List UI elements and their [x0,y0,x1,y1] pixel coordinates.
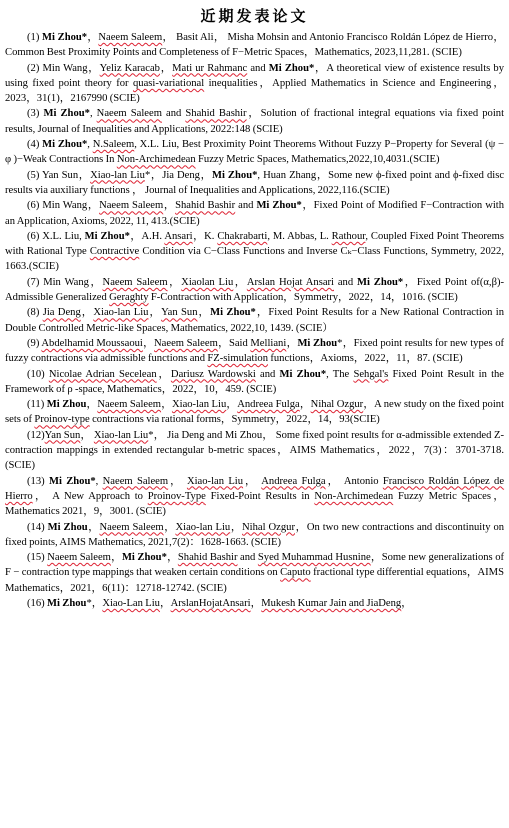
entry-text: Xiao-lan Liu [175,521,231,533]
entry-text: Contractive [89,246,140,258]
entry-text: Yeliz Karacab [99,62,160,74]
entry-text: and [247,62,269,74]
entry-text: Mati ur Rahmanc [172,62,248,74]
entry-text: Dariusz Wardowski [170,368,256,380]
entry-text: Nihal Ozgur [242,521,295,533]
entry-text: *，Fixed point results for new types of fuzzy contractions via admissible functions and [5,337,505,365]
entry-text: Melliani [250,337,287,349]
entry-text: Nihal Ozgur [310,399,364,411]
entry-text: N.Saleem [92,139,135,151]
entry-text: Xiao-lan Liu [93,307,149,319]
entry-text: (2) Min Wang， [27,62,100,74]
entry-text: F-Contraction with Application，Symmetry，2022，14，1016. (SCIE) [148,292,458,304]
entry-text: Andreea Fulga [237,399,300,411]
author-highlight: Mi Zhou [47,597,87,609]
entry-text: (13) [27,475,49,487]
entry-text: Naeem Saleem [154,337,218,349]
entry-text: Andreea Fulga [261,475,326,487]
entry-text: Jia Deng [42,307,81,319]
author-highlight: Mi Zhou [297,337,338,349]
entry-text: Naeem Saleem [47,552,111,564]
author-highlight: Mi Zhou* [211,169,258,181]
entry-text: Yan Sun [44,429,81,441]
entry-text: ArslanHojatAnsari [170,597,251,609]
entry-text: FZ-simulation [207,353,268,365]
page-title: 近期发表论文 [200,7,309,25]
entry-text: Nicolae Adrian Secelean [48,368,157,380]
entry-text: ，Fixed Point of Modified F−Contraction with an Application, Axioms, 2022, 11, 413.(SCIE) [5,200,505,227]
entry-text: (6) Min Wang， [27,200,100,212]
publication-entry [5,474,504,520]
entry-text: ，On two new contractions and discontinuity on fixed points, AIMS Mathematics, 2021,7(2)：1628-1663. (SCIE) [5,521,505,548]
entry-text: (5) Yan Sun， [27,169,91,181]
entry-text: (9) [27,337,42,349]
entry-text: ， [161,399,172,411]
entry-text: ， [286,337,298,349]
entry-text: Naeem Saleem [98,32,163,43]
entry-text: (11) [27,399,47,411]
entry-text: ， [110,552,122,564]
entry-text: Arslan Hojat Ansari [246,276,334,288]
entry-text: (4) [27,139,43,151]
entry-text: ， [166,552,178,564]
publication-entry [5,106,504,137]
entry-text: Naeem Saleem [102,276,168,288]
entry-text: Naeem Saleem [99,521,164,533]
author-highlight: Mi Zhou [47,521,88,533]
entry-text: and [237,552,258,564]
publication-entry [5,397,504,428]
entry-text: ， [226,399,238,411]
entry-text: ， [163,200,176,212]
entry-text: , Coupled Fixed Point Theorems with Rational Type [5,230,504,258]
entry-text: (8) [27,307,43,319]
entry-text: Xiao-lan Liu [171,399,227,411]
entry-text: ， [168,475,187,487]
publication-entry [5,305,504,336]
publication-entry [5,336,504,367]
entry-text: , Huan Zhang，Some new ϕ-fixed point and ϕ-fixed disc results via auxiliary functions ， Journal of Inequalities and Applications, 2022,116.(SCIE) [5,169,505,196]
entry-text: , [95,475,103,487]
publication-entry [5,61,504,107]
publication-entry [5,168,504,199]
entry-text: ， [159,62,173,74]
author-highlight: Mi Zhou* [42,32,88,43]
publication-entry [5,367,504,398]
author-highlight: Mi Zhou* [84,230,130,242]
entry-text: Xiao-lan Liu [93,429,149,441]
entry-text: ， [250,597,262,609]
publication-entry [5,137,504,168]
entry-text: ， [401,597,412,609]
entry-text: fractional type differential equations，AIMS Mathematics，2021，6(11)：12718-12742. (SCIE) [5,567,504,594]
entry-text: Fixed Point Result in the Framework of ρ -space, Mathematics，2022，10，459. (SCIE) [5,368,505,395]
entry-text: ， A New Approach to [32,490,148,502]
entry-text: ，A theoretical view of existence results by using fixed point theory for [5,62,505,89]
entry-text: ，Fixed Point of(α,β)-Admissible Generalized [5,276,505,304]
entry-text: Shahid Bashir [177,552,238,564]
author-highlight: Mi Zhou [46,399,87,411]
entry-text: and [161,108,186,120]
entry-text: , [89,108,97,120]
entry-text: ， [80,307,94,319]
publication-entry [5,550,504,596]
author-highlight: Mi Zhou* [121,552,167,564]
entry-text: Sehgal's [353,368,389,380]
entry-text: (3) [27,108,44,120]
author-highlight: Mi Zhou* [268,62,315,74]
entry-text: Naeem Saleem [97,399,162,411]
entry-text: ， [230,521,243,533]
entry-text: ， Basit Ali， Misha Mohsin and Antonio Francisco Roldán López de Hierro，Common Best Proximity Points and Completeness of F−Metric Spaces，Mathematics, 2023,11,281. (SCIE) [5,32,504,59]
entry-text: , [87,139,93,151]
entry-text: Xiaolan Liu [181,276,234,288]
entry-text: Naeem Saleem [102,475,169,487]
entry-text: *， Jia Deng and Mi Zhou， Some fixed point results for α-admissible extended Z-contraction mappings in extended rectangular b-metric spaces，AIMS Mathematics，2022，7(3)：3701-3718. (SCIE) [5,429,504,472]
publication-entry [5,520,504,551]
entry-text: ， [299,399,311,411]
publication-entry [5,275,504,306]
entry-text: ， [142,337,155,349]
entry-text: ， [197,307,211,319]
entry-text: (15) [27,552,48,564]
entry-text: , M. Abbas, L. [267,230,332,242]
entry-text: inequalities，Applied Mathematics in Science and Engineering，2023，31(1)，2167990 (SCIE) [5,77,504,105]
entry-text: (1) [27,32,43,43]
entry-text: Fuzzy Metric Spaces，Mathematics 2021，9，3001. (SCIE) [5,490,504,518]
entry-text: Condition via C−Class Functions and Inverse Cₖ−Class Functions, Symmetry, 2022, 1663.(SCIE) [5,246,504,273]
entry-text: ，Some new generalizations of F − contraction type mappings that weaken certain conditions on [5,552,505,579]
entry-text: ， Antonio [325,475,383,487]
entry-text: Caputo [280,567,311,579]
author-highlight: Mi Zhou* [256,200,302,212]
author-highlight: Mi Zhou* [357,276,404,288]
entry-text: functions，Axioms，2022，11，87. (SCIE) [268,353,463,365]
entry-text: Naeem Saleem [99,200,164,212]
entry-text: *， [86,597,103,609]
entry-text: Shahid Bashir [185,108,247,120]
entry-text: Proinov-type [34,414,90,426]
entry-text: Naeem Saleem [96,108,162,120]
entry-text: contractions via rational forms，Symmetry，2022，14，93(SCIE) [89,414,380,426]
entry-text: Abdelhamid Moussaoui [41,337,143,349]
entry-text: Fuzzy Metric Spaces, Mathematics,2022,10,4031.(SCIE) [195,154,440,166]
entry-text: Non-Archimedean [116,154,196,166]
entry-text: ， [159,597,171,609]
entry-text: Mukesh Kumar Jain and JiaDeng [261,597,402,609]
author-highlight: Mi Zhou* [48,475,96,487]
entry-text: ，K. [192,230,218,242]
entry-text: , The [326,368,354,380]
author-highlight: Mi Zhou* [43,108,90,120]
publication-entry [5,198,504,229]
entry-text: and [235,200,257,212]
entry-text: ， [87,521,100,533]
entry-text: and [334,276,357,288]
entry-text: Fixed-Point Results in [205,490,315,502]
entry-text: Shahid Bashir [175,200,236,212]
author-highlight: Mi Zhou* [279,368,327,380]
entry-text: Xiao-lan Liu [186,475,244,487]
publication-list [5,30,504,611]
entry-text: (7) Min Wang， [27,276,103,288]
entry-text: ，Solution of fractional integral equations via fixed point results, Journal of Inequalities and Applications, 2022:148 (SCIE) [5,108,505,135]
entry-text: (16) [27,597,47,609]
entry-text: Yan Sun [161,307,198,319]
publication-entry [5,596,504,611]
entry-text: ， [156,368,171,380]
entry-text: ，Fixed Point Results for a New Rational Contraction in Double Controlled Metric-like Spaces, Mathematics, 2022,10, 1439. (SCIE） [5,307,505,334]
entry-text: Non-Archimedean [314,490,394,502]
entry-text: ， [87,32,99,43]
entry-text: quasi-variational [133,77,205,89]
entry-text: (14) [27,521,48,533]
entry-text: ， [163,521,176,533]
entry-text: Xiao-lan Liu [90,169,145,181]
entry-text: ，A.H. [129,230,165,242]
entry-text: Proinov-Type [147,490,206,502]
entry-text: *，Jia Deng， [144,169,212,181]
entry-text: Chakrabarti [217,230,268,242]
entry-text: Ansari [164,230,193,242]
author-highlight: Mi Zhou* [42,139,88,151]
entry-text: , X.L. Liu, Best Proximity Point Theorems Without Fuzzy P−Property for Several (ψ − φ )−Weak Contractions In [5,139,505,166]
entry-text: and [255,368,280,380]
entry-text: ，Said [217,337,251,349]
entry-text: ， [233,276,247,288]
entry-text: (10) [27,368,49,380]
entry-text: (6) X.L. Liu, [27,230,85,242]
entry-text: Xiao-Lan Liu [102,597,160,609]
author-highlight: Mi Zhou* [210,307,256,319]
entry-text: Rathour [331,230,366,242]
entry-text: ，A new study on the fixed point sets of [5,399,505,426]
entry-text: Francisco Roldán López de Hierro [5,475,505,502]
entry-text: ， [167,276,182,288]
entry-text: Geraghty [109,292,149,304]
entry-text: ， [86,399,98,411]
entry-text: Syed Muhammad Husnine [257,552,371,564]
entry-text: ， [243,475,262,487]
entry-text: ， [80,429,94,441]
publication-entry [5,229,504,275]
entry-text: (12) [27,429,45,441]
publication-entry [5,428,504,474]
publication-entry [5,30,504,61]
entry-text: ， [148,307,162,319]
